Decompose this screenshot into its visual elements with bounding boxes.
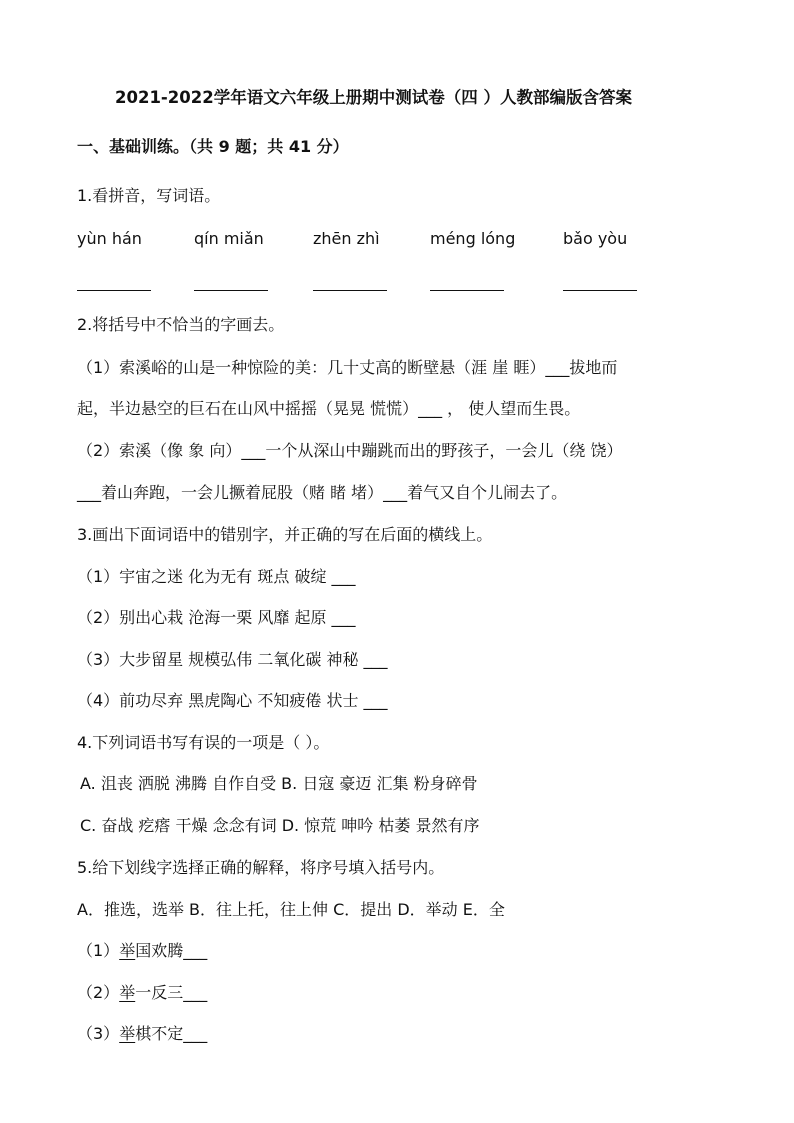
question-5-stem: 5.给下划线字选择正确的解释，将序号填入括号内。 bbox=[77, 858, 445, 877]
underlined-char: 举 bbox=[119, 941, 136, 960]
question-1-stem: 1.看拼音，写词语。 bbox=[77, 186, 221, 205]
question-5-item-2 bbox=[77, 982, 207, 1004]
question-3-item-4: （4）前功尽弃 黑虎陶心 不知疲倦 状士 ___ bbox=[77, 691, 388, 710]
item-prefix: （1） bbox=[77, 941, 120, 960]
question-3-item-1: （1）宇宙之迷 化为无有 斑点 破绽 ___ bbox=[77, 567, 356, 586]
question-3-item-3: （3）大步留星 规模弘伟 二氧化碳 神秘 ___ bbox=[77, 650, 388, 669]
question-2-part2-line1: （2）索溪（像 象 向）___一个从深山中蹦跳而出的野孩子，一会儿（绕 饶） bbox=[77, 441, 623, 460]
answer-blank-4[interactable] bbox=[430, 290, 504, 291]
question-2-stem: 2.将括号中不恰当的字画去。 bbox=[77, 315, 285, 334]
underlined-char: 举 bbox=[119, 1024, 136, 1043]
item-rest: 棋不定___ bbox=[135, 1024, 208, 1043]
underlined-char: 举 bbox=[119, 983, 136, 1002]
pinyin-3: zhēn zhì bbox=[313, 229, 380, 248]
question-2-part1-line1: （1）索溪峪的山是一种惊险的美：几十丈高的断壁悬（涯 崖 睚）___拔地而 bbox=[77, 358, 618, 377]
question-5-item-3 bbox=[77, 1023, 207, 1045]
question-5-item-1 bbox=[77, 940, 207, 962]
item-rest: 一反三___ bbox=[135, 983, 208, 1002]
question-4-stem: 4.下列词语书写有误的一项是（ ）。 bbox=[77, 733, 330, 752]
question-5-options: A．推选，选举 B．往上托，往上伸 C．提出 D．举动 E．全 bbox=[77, 900, 505, 919]
answer-blank-2[interactable] bbox=[194, 290, 268, 291]
pinyin-2: qín miǎn bbox=[194, 229, 264, 248]
pinyin-4: méng lóng bbox=[430, 229, 516, 248]
page-title: 2021-2022学年语文六年级上册期中测试卷（四 ）人教部编版含答案 bbox=[115, 88, 632, 107]
question-3-stem: 3.画出下面词语中的错别字，并正确的写在后面的横线上。 bbox=[77, 525, 493, 544]
question-4-options-line2: C. 奋战 疙瘩 干燥 念念有词 D. 惊荒 呻吟 枯萎 景然有序 bbox=[80, 816, 480, 835]
answer-blank-3[interactable] bbox=[313, 290, 387, 291]
item-rest: 国欢腾___ bbox=[135, 941, 208, 960]
item-prefix: （3） bbox=[77, 1024, 120, 1043]
item-prefix: （2） bbox=[77, 983, 120, 1002]
answer-blank-5[interactable] bbox=[563, 290, 637, 291]
question-3-item-2: （2）别出心栽 沧海一栗 风靡 起原 ___ bbox=[77, 608, 356, 627]
question-4-options-line1: A. 沮丧 洒脱 沸腾 自作自受 B. 日寇 豪迈 汇集 粉身碎骨 bbox=[80, 774, 478, 793]
pinyin-1: yùn hán bbox=[77, 229, 142, 248]
question-2-part2-line2: ___着山奔跑，一会儿撅着屁股（赌 睹 堵）___着气又自个儿闹去了。 bbox=[77, 483, 568, 502]
answer-blank-1[interactable] bbox=[77, 290, 151, 291]
pinyin-5: bǎo yòu bbox=[563, 229, 628, 248]
section-heading: 一、基础训练。（共 9 题；共 41 分） bbox=[77, 137, 349, 156]
question-2-part1-line2: 起，半边悬空的巨石在山风中摇摇（晃晃 慌慌）___ ， 使人望而生畏。 bbox=[77, 399, 581, 418]
